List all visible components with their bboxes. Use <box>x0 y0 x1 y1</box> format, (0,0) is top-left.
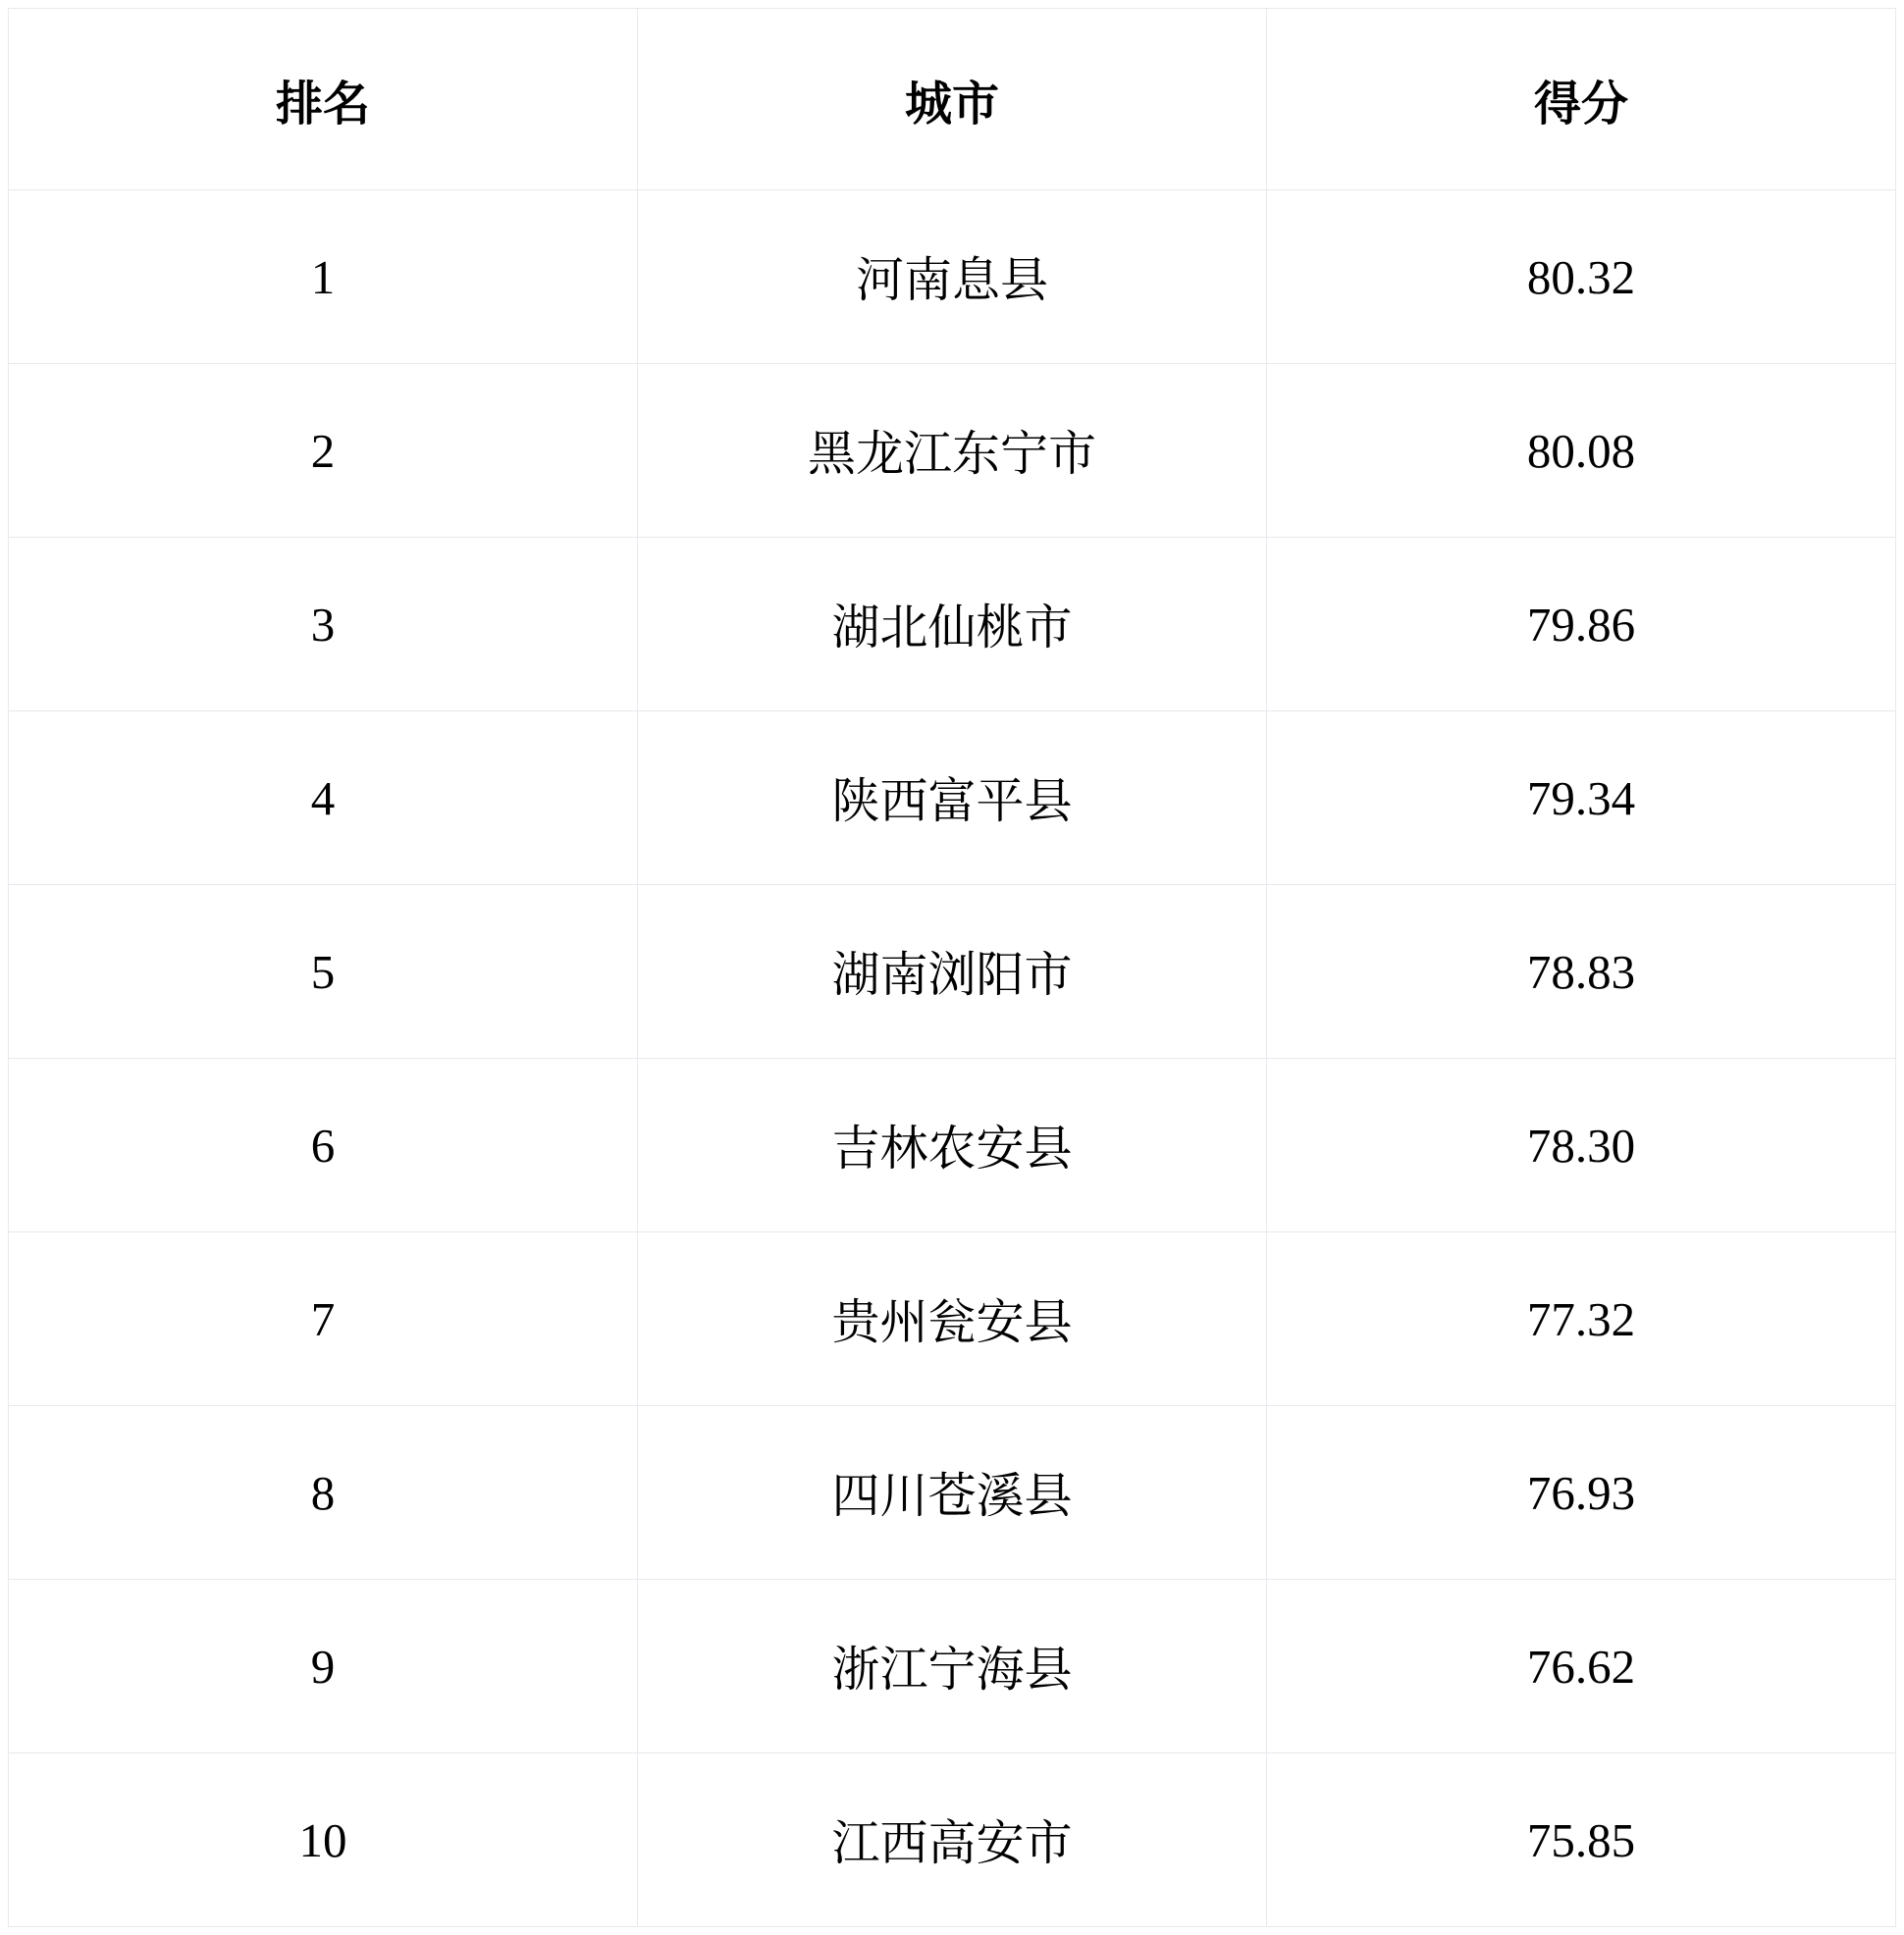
score-cell: 76.62 <box>1267 1580 1896 1753</box>
header-row <box>9 9 1896 190</box>
rank-cell: 1 <box>9 190 638 364</box>
header-score: 得分 <box>1267 9 1896 190</box>
city-cell: 吉林农安县 <box>638 1059 1267 1232</box>
rank-cell: 7 <box>9 1232 638 1406</box>
rank-cell: 9 <box>9 1580 638 1753</box>
table-row <box>9 364 1896 538</box>
rank-cell: 5 <box>9 885 638 1059</box>
city-cell: 陕西富平县 <box>638 711 1267 885</box>
table-body <box>9 190 1896 1927</box>
score-cell: 75.85 <box>1267 1753 1896 1927</box>
rank-cell: 4 <box>9 711 638 885</box>
score-cell: 80.08 <box>1267 364 1896 538</box>
table-row <box>9 1059 1896 1232</box>
table-row <box>9 711 1896 885</box>
header-rank: 排名 <box>9 9 638 190</box>
score-cell: 79.34 <box>1267 711 1896 885</box>
city-cell: 湖北仙桃市 <box>638 538 1267 711</box>
rank-cell: 10 <box>9 1753 638 1927</box>
city-cell: 浙江宁海县 <box>638 1580 1267 1753</box>
score-cell: 78.30 <box>1267 1059 1896 1232</box>
city-cell: 湖南浏阳市 <box>638 885 1267 1059</box>
rank-cell: 3 <box>9 538 638 711</box>
header-city: 城市 <box>638 9 1267 190</box>
city-cell: 黑龙江东宁市 <box>638 364 1267 538</box>
score-cell: 76.93 <box>1267 1406 1896 1580</box>
score-cell: 77.32 <box>1267 1232 1896 1406</box>
table-row <box>9 1580 1896 1753</box>
table-row <box>9 1232 1896 1406</box>
table-row <box>9 538 1896 711</box>
city-ranking-table <box>8 8 1896 1927</box>
rank-cell: 8 <box>9 1406 638 1580</box>
score-cell: 80.32 <box>1267 190 1896 364</box>
table-row <box>9 1406 1896 1580</box>
table-row <box>9 1753 1896 1927</box>
city-cell: 贵州瓮安县 <box>638 1232 1267 1406</box>
city-cell: 江西高安市 <box>638 1753 1267 1927</box>
table-row <box>9 885 1896 1059</box>
table-row <box>9 190 1896 364</box>
score-cell: 79.86 <box>1267 538 1896 711</box>
score-cell: 78.83 <box>1267 885 1896 1059</box>
rank-cell: 2 <box>9 364 638 538</box>
table-header <box>9 9 1896 190</box>
rank-cell: 6 <box>9 1059 638 1232</box>
city-cell: 河南息县 <box>638 190 1267 364</box>
city-cell: 四川苍溪县 <box>638 1406 1267 1580</box>
